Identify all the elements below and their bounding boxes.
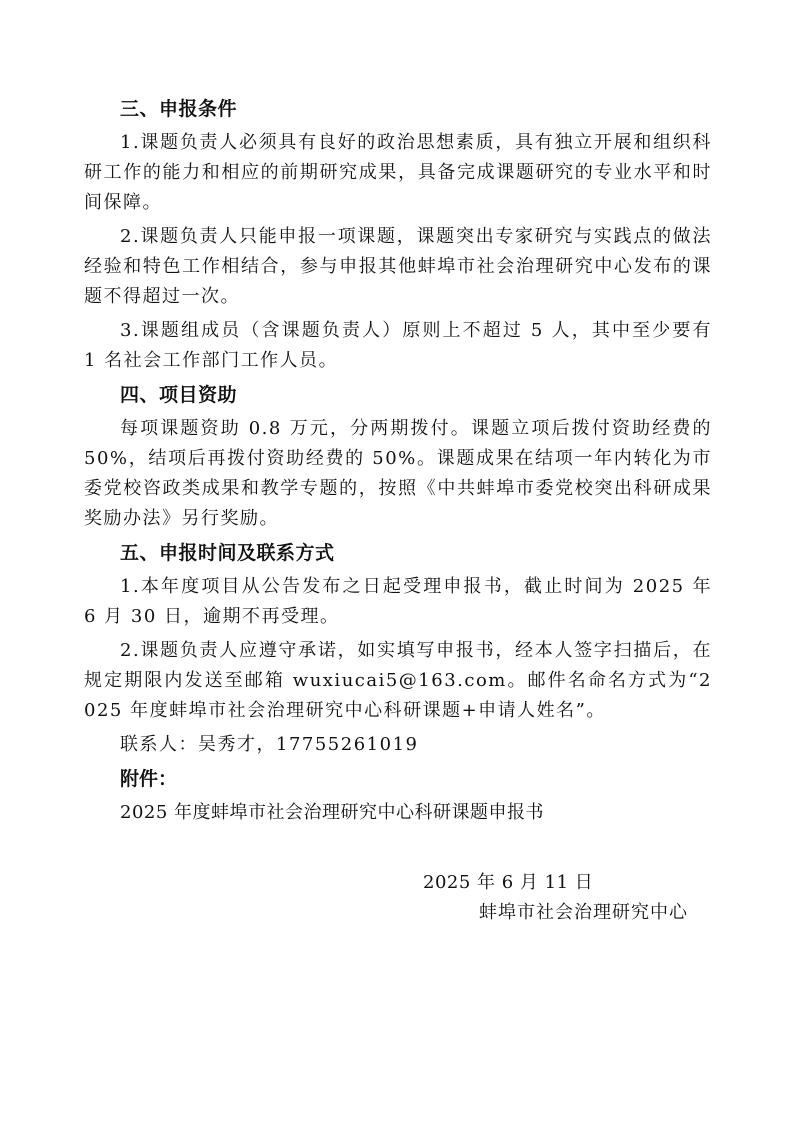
paragraph-condition-2: 2.课题负责人只能申报一项课题，课题突出专家研究与实践点的做法经验和特色工作相结合，参与申报其他蚌埠市社会治理研究中心发布的课题不得超过一次。 [84,226,712,307]
signature-date: 2025 年 6 月 11 日 [423,872,594,893]
signature-organization: 蚌埠市社会治理研究中心 [479,902,688,923]
section-heading-conditions: 三、申报条件 [120,98,238,120]
section-heading-funding: 四、项目资助 [120,384,238,406]
document-body [84,94,712,828]
paragraph-schedule-2: 2.课题负责人应遵守承诺，如实填写申报书，经本人签字扫描后，在规定期限内发送至邮箱 wuxiucai5@163.com。邮件名命名方式为“2025 年度蚌埠市社会治理研究中心科研课题+申请人姓名”。 [84,640,712,721]
paragraph-condition-3: 3.课题组成员（含课题负责人）原则上不超过 5 人，其中至少要有 1 名社会工作部门工作人员。 [84,320,712,371]
contact-line: 联系人：吴秀才，17755261019 [120,734,419,755]
attachment-name: 2025 年度蚌埠市社会治理研究中心科研课题申报书 [120,802,545,823]
paragraph-condition-1: 1.课题负责人必须具有良好的政治思想素质，具有独立开展和组织科研工作的能力和相应的前期研究成果，具备完成课题研究的专业水平和时间保障。 [84,132,712,213]
paragraph-funding: 每项课题资助 0.8 万元，分两期拨付。课题立项后拨付资助经费的 50%，结项后再拨付资助经费的 50%。课题成果在结项一年内转化为市委党校咨政类成果和教学专题的，按照《中共蚌埠市委党校突出科研成果奖励办法》另行奖励。 [84,418,712,529]
paragraph-schedule-1: 1.本年度项目从公告发布之日起受理申报书，截止时间为 2025 年 6 月 30 日，逾期不再受理。 [84,576,712,627]
section-heading-schedule: 五、申报时间及联系方式 [120,542,335,564]
attachment-label: 附件： [120,768,178,790]
